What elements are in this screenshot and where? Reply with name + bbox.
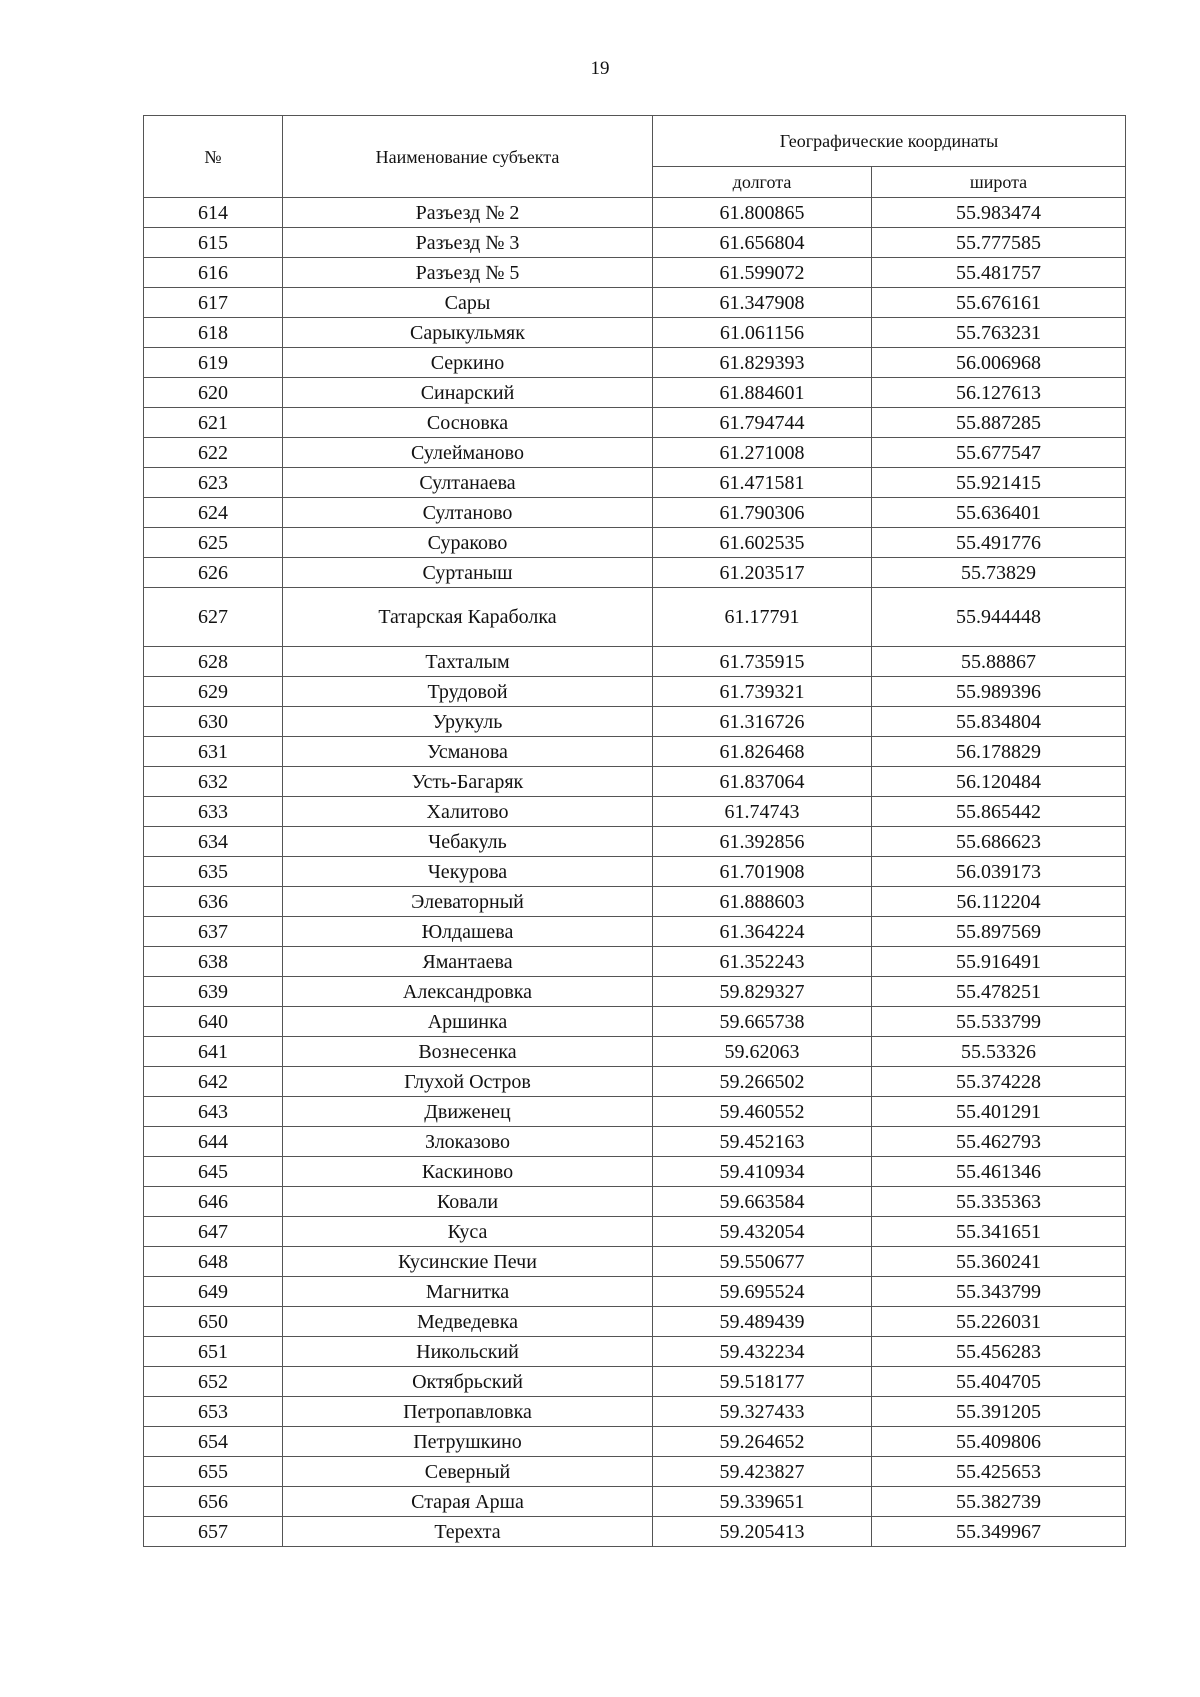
cell-number: 626 [144,558,283,588]
table-row [144,887,1126,917]
cell-number: 646 [144,1187,283,1217]
cell-longitude: 61.17791 [653,588,872,647]
cell-number: 640 [144,1007,283,1037]
cell-number: 629 [144,677,283,707]
cell-longitude: 59.264652 [653,1427,872,1457]
cell-number: 625 [144,528,283,558]
table-row [144,468,1126,498]
header-number: № [144,116,283,198]
cell-subject-name: Разъезд № 5 [283,258,653,288]
cell-subject-name: Медведевка [283,1307,653,1337]
table-row [144,1247,1126,1277]
cell-subject-name: Куса [283,1217,653,1247]
cell-latitude: 55.53326 [872,1037,1126,1067]
cell-longitude: 61.735915 [653,647,872,677]
table-row [144,767,1126,797]
cell-longitude: 59.205413 [653,1517,872,1547]
cell-longitude: 61.884601 [653,378,872,408]
table-row [144,737,1126,767]
table-row [144,1157,1126,1187]
cell-subject-name: Сураково [283,528,653,558]
cell-number: 633 [144,797,283,827]
cell-longitude: 59.452163 [653,1127,872,1157]
cell-latitude: 55.636401 [872,498,1126,528]
cell-subject-name: Движенец [283,1097,653,1127]
cell-latitude: 55.763231 [872,318,1126,348]
table-row [144,917,1126,947]
cell-latitude: 55.409806 [872,1427,1126,1457]
table-row [144,408,1126,438]
cell-number: 641 [144,1037,283,1067]
cell-longitude: 61.599072 [653,258,872,288]
cell-subject-name: Сарыкульмяк [283,318,653,348]
cell-number: 650 [144,1307,283,1337]
table-row [144,1457,1126,1487]
table-row [144,378,1126,408]
cell-number: 653 [144,1397,283,1427]
cell-longitude: 61.739321 [653,677,872,707]
coordinates-table [143,115,1126,1547]
cell-longitude: 61.352243 [653,947,872,977]
table-row [144,1487,1126,1517]
cell-subject-name: Трудовой [283,677,653,707]
cell-subject-name: Старая Арша [283,1487,653,1517]
cell-latitude: 56.127613 [872,378,1126,408]
cell-number: 634 [144,827,283,857]
cell-number: 644 [144,1127,283,1157]
header-geo-coordinates: Географические координаты [653,116,1126,167]
cell-number: 624 [144,498,283,528]
table-row [144,288,1126,318]
cell-latitude: 55.391205 [872,1397,1126,1427]
cell-subject-name: Синарский [283,378,653,408]
cell-subject-name: Серкино [283,348,653,378]
table-row [144,1427,1126,1457]
table-row [144,348,1126,378]
cell-number: 616 [144,258,283,288]
cell-number: 622 [144,438,283,468]
cell-number: 647 [144,1217,283,1247]
cell-subject-name: Чекурова [283,857,653,887]
cell-longitude: 59.489439 [653,1307,872,1337]
table-row [144,1127,1126,1157]
cell-subject-name: Разъезд № 3 [283,228,653,258]
cell-subject-name: Юлдашева [283,917,653,947]
cell-number: 645 [144,1157,283,1187]
cell-longitude: 59.695524 [653,1277,872,1307]
cell-longitude: 59.432054 [653,1217,872,1247]
cell-subject-name: Султанаева [283,468,653,498]
table-row [144,827,1126,857]
cell-number: 635 [144,857,283,887]
cell-longitude: 59.518177 [653,1367,872,1397]
cell-latitude: 55.382739 [872,1487,1126,1517]
cell-latitude: 55.916491 [872,947,1126,977]
cell-number: 614 [144,198,283,228]
cell-latitude: 55.360241 [872,1247,1126,1277]
cell-latitude: 55.456283 [872,1337,1126,1367]
cell-longitude: 61.74743 [653,797,872,827]
cell-longitude: 61.656804 [653,228,872,258]
cell-latitude: 55.226031 [872,1307,1126,1337]
page-number: 19 [590,58,610,79]
cell-longitude: 61.837064 [653,767,872,797]
cell-number: 620 [144,378,283,408]
cell-subject-name: Ямантаева [283,947,653,977]
cell-latitude: 55.425653 [872,1457,1126,1487]
table-row [144,258,1126,288]
table-row [144,1187,1126,1217]
cell-subject-name: Урукуль [283,707,653,737]
cell-latitude: 56.178829 [872,737,1126,767]
cell-latitude: 55.897569 [872,917,1126,947]
cell-latitude: 55.401291 [872,1097,1126,1127]
table-row [144,1097,1126,1127]
cell-number: 654 [144,1427,283,1457]
cell-subject-name: Кусинские Печи [283,1247,653,1277]
cell-subject-name: Александровка [283,977,653,1007]
cell-longitude: 61.316726 [653,707,872,737]
table-row [144,1367,1126,1397]
cell-latitude: 55.462793 [872,1127,1126,1157]
cell-number: 648 [144,1247,283,1277]
cell-subject-name: Татарская Караболка [283,588,653,647]
cell-number: 632 [144,767,283,797]
cell-subject-name: Петрушкино [283,1427,653,1457]
table-row [144,1307,1126,1337]
table-row [144,1337,1126,1367]
cell-latitude: 56.006968 [872,348,1126,378]
cell-latitude: 55.73829 [872,558,1126,588]
cell-subject-name: Терехта [283,1517,653,1547]
table-row [144,1067,1126,1097]
cell-subject-name: Каскиново [283,1157,653,1187]
cell-number: 656 [144,1487,283,1517]
table-row [144,797,1126,827]
cell-longitude: 61.826468 [653,737,872,767]
cell-longitude: 59.266502 [653,1067,872,1097]
cell-latitude: 55.461346 [872,1157,1126,1187]
cell-number: 630 [144,707,283,737]
cell-number: 631 [144,737,283,767]
cell-subject-name: Элеваторный [283,887,653,917]
table-row [144,558,1126,588]
cell-latitude: 55.686623 [872,827,1126,857]
cell-subject-name: Октябрьский [283,1367,653,1397]
cell-latitude: 55.865442 [872,797,1126,827]
cell-longitude: 59.62063 [653,1037,872,1067]
table-row [144,318,1126,348]
cell-subject-name: Тахталым [283,647,653,677]
table-body [144,198,1126,1547]
cell-longitude: 61.701908 [653,857,872,887]
cell-number: 621 [144,408,283,438]
cell-number: 638 [144,947,283,977]
table-row [144,647,1126,677]
table-row [144,1037,1126,1067]
cell-number: 627 [144,588,283,647]
cell-longitude: 61.364224 [653,917,872,947]
cell-number: 619 [144,348,283,378]
cell-longitude: 59.432234 [653,1337,872,1367]
cell-number: 642 [144,1067,283,1097]
cell-subject-name: Усманова [283,737,653,767]
cell-number: 649 [144,1277,283,1307]
cell-latitude: 55.677547 [872,438,1126,468]
cell-latitude: 55.481757 [872,258,1126,288]
cell-longitude: 61.271008 [653,438,872,468]
cell-latitude: 55.921415 [872,468,1126,498]
cell-latitude: 55.944448 [872,588,1126,647]
cell-number: 643 [144,1097,283,1127]
cell-latitude: 55.341651 [872,1217,1126,1247]
cell-number: 655 [144,1457,283,1487]
table-row [144,1397,1126,1427]
cell-longitude: 59.460552 [653,1097,872,1127]
cell-latitude: 56.039173 [872,857,1126,887]
cell-subject-name: Разъезд № 2 [283,198,653,228]
table-row [144,498,1126,528]
cell-subject-name: Петропавловка [283,1397,653,1427]
table-row [144,707,1126,737]
cell-number: 615 [144,228,283,258]
cell-longitude: 61.203517 [653,558,872,588]
cell-longitude: 59.339651 [653,1487,872,1517]
table-row [144,1517,1126,1547]
cell-latitude: 55.887285 [872,408,1126,438]
cell-latitude: 55.478251 [872,977,1126,1007]
cell-subject-name: Ковали [283,1187,653,1217]
cell-longitude: 61.392856 [653,827,872,857]
cell-subject-name: Аршинка [283,1007,653,1037]
cell-subject-name: Султаново [283,498,653,528]
cell-latitude: 55.777585 [872,228,1126,258]
table-row [144,677,1126,707]
cell-number: 651 [144,1337,283,1367]
cell-subject-name: Сосновка [283,408,653,438]
cell-longitude: 61.790306 [653,498,872,528]
cell-latitude: 55.404705 [872,1367,1126,1397]
cell-subject-name: Усть-Багаряк [283,767,653,797]
cell-longitude: 61.800865 [653,198,872,228]
cell-subject-name: Никольский [283,1337,653,1367]
cell-number: 639 [144,977,283,1007]
cell-subject-name: Вознесенка [283,1037,653,1067]
cell-latitude: 55.983474 [872,198,1126,228]
cell-subject-name: Сары [283,288,653,318]
table-row [144,977,1126,1007]
cell-longitude: 59.423827 [653,1457,872,1487]
cell-latitude: 55.374228 [872,1067,1126,1097]
header-latitude: широта [872,167,1126,198]
table-row [144,1277,1126,1307]
cell-subject-name: Злоказово [283,1127,653,1157]
cell-number: 652 [144,1367,283,1397]
table-row [144,528,1126,558]
cell-longitude: 59.665738 [653,1007,872,1037]
cell-number: 623 [144,468,283,498]
cell-subject-name: Глухой Остров [283,1067,653,1097]
cell-latitude: 55.349967 [872,1517,1126,1547]
cell-subject-name: Халитово [283,797,653,827]
cell-latitude: 55.989396 [872,677,1126,707]
cell-longitude: 61.471581 [653,468,872,498]
cell-longitude: 61.794744 [653,408,872,438]
cell-latitude: 56.112204 [872,887,1126,917]
table-row [144,228,1126,258]
header-longitude: долгота [653,167,872,198]
cell-longitude: 61.061156 [653,318,872,348]
table-row [144,438,1126,468]
table-row [144,1217,1126,1247]
table-row [144,1007,1126,1037]
cell-latitude: 55.533799 [872,1007,1126,1037]
table-row [144,947,1126,977]
cell-longitude: 61.602535 [653,528,872,558]
cell-number: 617 [144,288,283,318]
cell-longitude: 59.327433 [653,1397,872,1427]
cell-longitude: 61.829393 [653,348,872,378]
cell-number: 637 [144,917,283,947]
cell-longitude: 59.663584 [653,1187,872,1217]
cell-subject-name: Сулейманово [283,438,653,468]
cell-number: 657 [144,1517,283,1547]
cell-longitude: 61.888603 [653,887,872,917]
table-row [144,588,1126,647]
cell-number: 636 [144,887,283,917]
cell-latitude: 55.491776 [872,528,1126,558]
cell-latitude: 55.834804 [872,707,1126,737]
table-header [144,116,1126,198]
cell-subject-name: Чебакуль [283,827,653,857]
cell-latitude: 55.335363 [872,1187,1126,1217]
cell-number: 618 [144,318,283,348]
table-row [144,198,1126,228]
cell-subject-name: Магнитка [283,1277,653,1307]
cell-latitude: 55.343799 [872,1277,1126,1307]
header-subject-name: Наименование субъекта [283,116,653,198]
cell-subject-name: Северный [283,1457,653,1487]
cell-latitude: 55.676161 [872,288,1126,318]
cell-number: 628 [144,647,283,677]
cell-longitude: 59.410934 [653,1157,872,1187]
cell-subject-name: Суртаныш [283,558,653,588]
cell-longitude: 59.829327 [653,977,872,1007]
cell-latitude: 56.120484 [872,767,1126,797]
cell-longitude: 61.347908 [653,288,872,318]
cell-latitude: 55.88867 [872,647,1126,677]
cell-longitude: 59.550677 [653,1247,872,1277]
table-row [144,857,1126,887]
